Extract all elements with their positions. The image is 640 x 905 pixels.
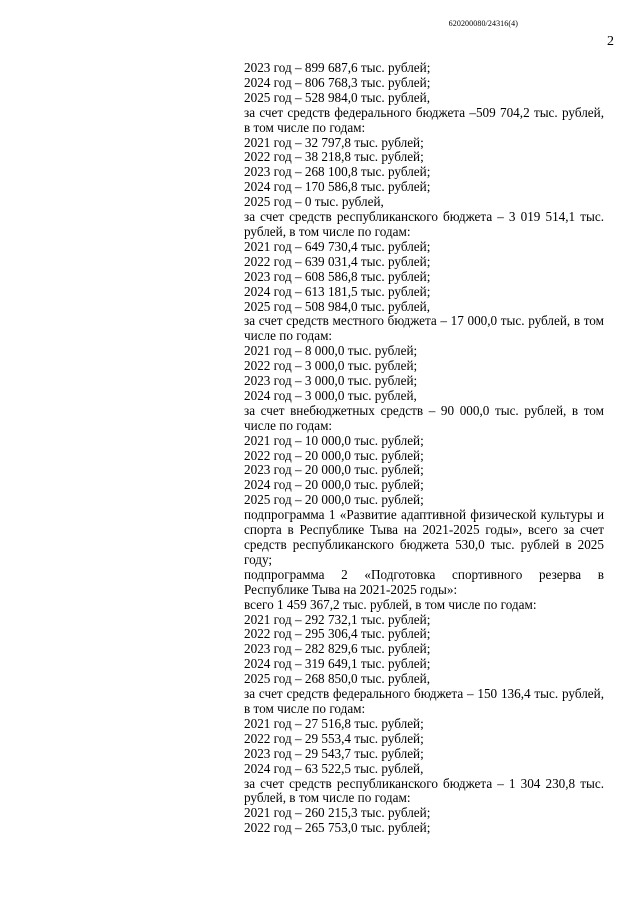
budget-line: 2024 год – 20 000,0 тыс. рублей;: [244, 477, 424, 493]
budget-line: 2024 год – 319 649,1 тыс. рублей;: [244, 656, 431, 672]
budget-line: 2022 год – 265 753,0 тыс. рублей;: [244, 820, 431, 836]
budget-line: 2023 год – 268 100,8 тыс. рублей;: [244, 164, 431, 180]
subprogram-1-paragraph: подпрограмма 1 «Развитие адаптивной физической культуры и спорта в Республике Тыва на 2021-2025 годы», всего за счет средств республиканского бюджета 530,0 тыс. рублей в 2025 году;: [244, 507, 604, 567]
sp2-republic-paragraph: за счет средств республиканского бюджета – 1 304 230,8 тыс. рублей, в том числе по годам:: [244, 775, 604, 806]
budget-line: 2023 год – 608 586,8 тыс. рублей;: [244, 268, 431, 284]
budget-line: 2022 год – 3 000,0 тыс. рублей;: [244, 358, 418, 374]
subprogram-2-total: всего 1 459 367,2 тыс. рублей, в том числе по годам:: [244, 596, 537, 612]
budget-line: 2021 год – 10 000,0 тыс. рублей;: [244, 432, 424, 448]
page-number: 2: [607, 34, 614, 49]
budget-line: 2021 год – 260 215,3 тыс. рублей;: [244, 805, 431, 821]
budget-line: 2021 год – 649 730,4 тыс. рублей;: [244, 238, 431, 254]
extrabudgetary-paragraph: за счет внебюджетных средств – 90 000,0 тыс. рублей, в том числе по годам:: [244, 402, 604, 433]
budget-line: 2022 год – 639 031,4 тыс. рублей;: [244, 253, 431, 269]
document-body: [244, 61, 604, 836]
budget-line: 2023 год – 20 000,0 тыс. рублей;: [244, 462, 424, 478]
budget-line: 2022 год – 295 306,4 тыс. рублей;: [244, 626, 431, 642]
subprogram-2-title: подпрограмма 2 «Подготовка спортивного резерва в Республике Тыва на 2021-2025 годы»:: [244, 566, 604, 597]
budget-line: 2025 год – 508 984,0 тыс. рублей,: [244, 298, 430, 314]
budget-line: 2023 год – 282 829,6 тыс. рублей;: [244, 641, 431, 657]
budget-line: 2021 год – 292 732,1 тыс. рублей;: [244, 611, 431, 627]
budget-line: 2023 год – 3 000,0 тыс. рублей;: [244, 373, 418, 389]
budget-line: 2025 год – 0 тыс. рублей,: [244, 194, 384, 210]
budget-line: 2022 год – 38 218,8 тыс. рублей;: [244, 149, 424, 165]
budget-line: 2025 год – 528 984,0 тыс. рублей,: [244, 89, 430, 105]
budget-line: 2021 год – 32 797,8 тыс. рублей;: [244, 134, 424, 150]
document-id: 620200080/24316(4): [448, 19, 518, 28]
budget-line: 2024 год – 806 768,3 тыс. рублей;: [244, 74, 431, 90]
budget-line: 2021 год – 27 516,8 тыс. рублей;: [244, 715, 424, 731]
republic-budget-paragraph: за счет средств республиканского бюджета – 3 019 514,1 тыс. рублей, в том числе по годам:: [244, 209, 604, 239]
budget-line: 2022 год – 20 000,0 тыс. рублей;: [244, 447, 424, 463]
budget-line: 2024 год – 613 181,5 тыс. рублей;: [244, 283, 431, 299]
budget-line: 2022 год – 29 553,4 тыс. рублей;: [244, 730, 424, 746]
federal-budget-paragraph: за счет средств федерального бюджета –509 704,2 тыс. рублей, в том числе по годам:: [244, 104, 604, 135]
local-budget-paragraph: за счет средств местного бюджета – 17 000,0 тыс. рублей, в том числе по годам:: [244, 313, 604, 344]
budget-line: 2024 год – 170 586,8 тыс. рублей;: [244, 179, 431, 195]
sp2-federal-paragraph: за счет средств федерального бюджета – 150 136,4 тыс. рублей, в том числе по годам:: [244, 686, 604, 716]
budget-line: 2025 год – 20 000,0 тыс. рублей;: [244, 492, 424, 508]
budget-line: 2025 год – 268 850,0 тыс. рублей,: [244, 671, 430, 687]
budget-line: 2024 год – 63 522,5 тыс. рублей,: [244, 760, 424, 776]
budget-line: 2024 год – 3 000,0 тыс. рублей,: [244, 387, 417, 403]
budget-line: 2023 год – 29 543,7 тыс. рублей;: [244, 745, 424, 761]
budget-line: 2023 год – 899 687,6 тыс. рублей;: [244, 60, 431, 75]
budget-line: 2021 год – 8 000,0 тыс. рублей;: [244, 343, 418, 359]
